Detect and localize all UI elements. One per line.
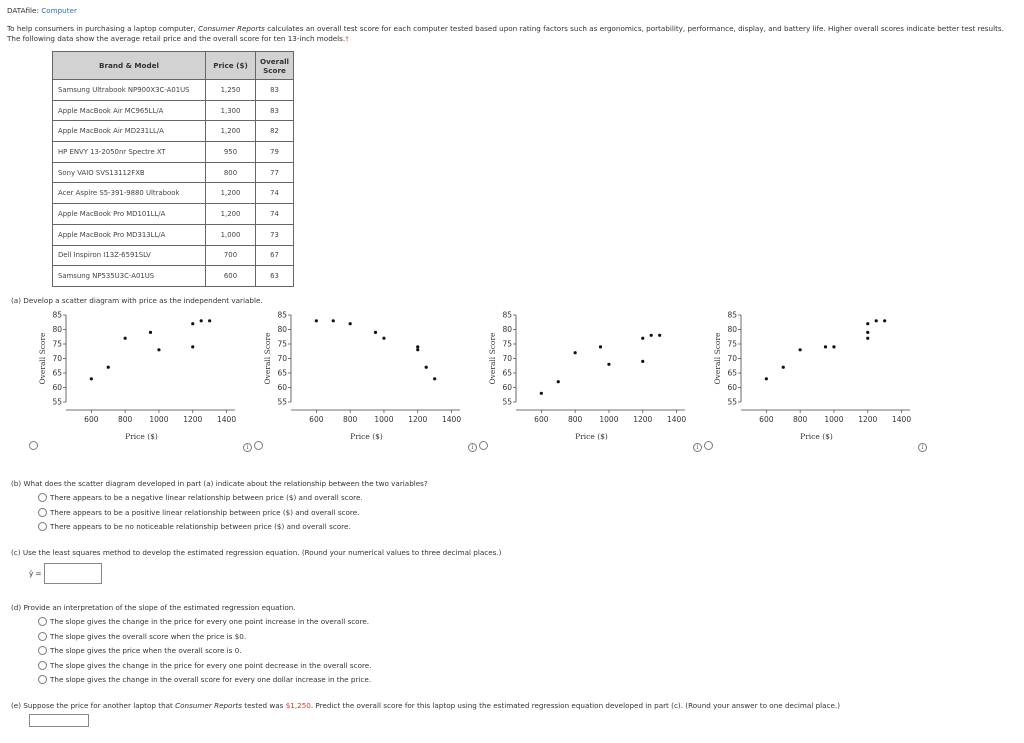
cell-brand: Apple MacBook Pro MD313LL/A: [53, 224, 206, 245]
data-point: [641, 360, 644, 363]
intro-text-2: calculates an overall test score for each computer tested based upon rating factors such as ergonomics, portability, performance, display, and battery life. Higher overall scores indicate better test results. The following data show the average retail price and the overall score for ten 13-inch models.: [7, 24, 1004, 43]
data-point: [557, 380, 560, 383]
x-tick-label: 1400: [217, 415, 237, 424]
data-point: [332, 319, 335, 322]
option-label: The slope gives the change in the overall score for every one dollar increase in the price.: [50, 675, 372, 684]
data-point: [641, 337, 644, 340]
y-tick-label: 80: [52, 325, 62, 334]
y-tick-label: 55: [52, 397, 62, 407]
part-e-source: Consumer Reports: [175, 701, 242, 710]
x-tick-label: 800: [342, 415, 358, 424]
data-point: [191, 345, 194, 348]
y-tick-label: 55: [727, 397, 737, 407]
y-tick-label: 70: [52, 354, 62, 363]
data-point: [315, 319, 318, 322]
y-axis-label: Overall Score: [488, 332, 497, 385]
scatter-chart-2: [250, 311, 465, 451]
y-tick-label: 85: [727, 311, 737, 320]
y-tick-label: 60: [727, 383, 737, 392]
header-score-line1: Overall: [260, 56, 289, 66]
chart-3-radio-button[interactable]: [479, 441, 488, 450]
y-tick-label: 70: [277, 354, 287, 363]
chart-2-radio-button[interactable]: [254, 441, 263, 450]
radio-button[interactable]: [38, 632, 47, 641]
cell-price: 950: [206, 142, 256, 163]
x-tick-label: 1400: [442, 415, 462, 424]
y-tick-label: 60: [52, 383, 62, 392]
y-axis-label: Overall Score: [38, 332, 47, 385]
y-axis-label: Overall Score: [263, 332, 272, 385]
y-tick-label: 60: [277, 383, 287, 392]
header-score-line2: Score: [263, 65, 286, 75]
cell-brand: Apple MacBook Air MD231LL/A: [53, 121, 206, 142]
part-d-prompt: (d) Provide an interpretation of the slope of the estimated regression equation.: [11, 603, 296, 612]
data-point: [157, 348, 160, 351]
part-a-prompt: (a) Develop a scatter diagram with price as the independent variable.: [11, 296, 263, 305]
chart-3-info-icon[interactable]: i: [693, 443, 702, 452]
x-tick-label: 1000: [824, 415, 844, 424]
part-e-prompt: [11, 701, 840, 711]
scatter-plot-svg: [250, 311, 465, 451]
data-point: [416, 348, 419, 351]
option-label: The slope gives the price when the overall score is 0.: [50, 646, 242, 655]
option-label: The slope gives the change in the price for every one point decrease in the overall score.: [50, 661, 372, 670]
x-tick-label: 800: [117, 415, 133, 424]
table-row: [53, 80, 294, 101]
problem-intro: [7, 24, 1012, 44]
y-tick-label: 65: [52, 368, 62, 378]
data-point: [607, 363, 610, 366]
cell-price: 1,300: [206, 100, 256, 121]
y-tick-label: 85: [502, 311, 512, 320]
y-tick-label: 80: [277, 325, 287, 334]
radio-button[interactable]: [38, 646, 47, 655]
cell-score: 73: [256, 224, 294, 245]
x-tick-label: 1200: [633, 415, 653, 424]
cell-score: 67: [256, 245, 294, 266]
data-point: [200, 319, 203, 322]
x-tick-label: 800: [567, 415, 583, 424]
y-tick-label: 85: [52, 311, 62, 320]
cell-brand: Samsung NP535U3C-A01US: [53, 266, 206, 287]
table-row: [53, 142, 294, 163]
radio-button[interactable]: [38, 522, 47, 531]
cell-price: 600: [206, 266, 256, 287]
cell-score: 83: [256, 100, 294, 121]
datafile-label: DATAfile:: [7, 6, 39, 15]
part-b-prompt: (b) What does the scatter diagram developed in part (a) indicate about the relationship between the two variables?: [11, 479, 428, 488]
x-axis-label: Price ($): [125, 432, 158, 441]
x-tick-label: 600: [309, 415, 324, 424]
cell-brand: Apple MacBook Pro MD101LL/A: [53, 204, 206, 225]
scatter-chart-4: [700, 311, 915, 451]
table-row: [53, 121, 294, 142]
data-point: [416, 345, 419, 348]
cell-price: 700: [206, 245, 256, 266]
scatter-plot-svg: [25, 311, 240, 451]
table-row: [53, 162, 294, 183]
data-point: [107, 366, 110, 369]
option-label: There appears to be no noticeable relationship between price ($) and overall score.: [50, 522, 351, 531]
data-point: [540, 392, 543, 395]
y-tick-label: 75: [727, 339, 737, 349]
part-e-text-3: . Predict the overall score for this laptop using the estimated regression equation developed in part (c). (Round your answer to one decimal place.): [310, 701, 841, 710]
footnote-dagger[interactable]: †: [345, 34, 349, 43]
header-brand: Brand & Model: [53, 52, 206, 80]
cell-score: 74: [256, 183, 294, 204]
data-point: [382, 337, 385, 340]
data-point: [875, 319, 878, 322]
scatter-chart-3: [475, 311, 690, 451]
cell-price: 1,250: [206, 80, 256, 101]
cell-brand: Sony VAIO SVS13112FXB: [53, 162, 206, 183]
cell-score: 74: [256, 204, 294, 225]
x-tick-label: 1000: [374, 415, 394, 424]
y-tick-label: 75: [52, 339, 62, 349]
intro-text-1: To help consumers in purchasing a laptop computer,: [7, 24, 196, 33]
part-e-text-2: tested was: [244, 701, 284, 710]
option-label: There appears to be a positive linear relationship between price ($) and overall score.: [50, 508, 360, 517]
data-point: [599, 345, 602, 348]
part-e-price: $1,250: [285, 701, 311, 710]
data-point: [574, 351, 577, 354]
data-point: [866, 337, 869, 340]
data-point: [191, 322, 194, 325]
data-point: [782, 366, 785, 369]
data-point: [349, 322, 352, 325]
y-tick-label: 70: [502, 354, 512, 363]
data-point: [124, 337, 127, 340]
y-axis-label: Overall Score: [713, 332, 722, 385]
data-point: [433, 377, 436, 380]
x-tick-label: 800: [792, 415, 808, 424]
y-tick-label: 70: [727, 354, 737, 363]
x-tick-label: 1000: [599, 415, 619, 424]
cell-price: 1,200: [206, 183, 256, 204]
radio-button[interactable]: [38, 493, 47, 502]
table-row: [53, 183, 294, 204]
y-tick-label: 65: [277, 368, 287, 378]
laptop-data-table: [52, 51, 294, 287]
table-row: [53, 100, 294, 121]
radio-button[interactable]: [38, 675, 47, 684]
radio-button[interactable]: [38, 617, 47, 626]
cell-brand: Acer Aspire S5-391-9880 Ultrabook: [53, 183, 206, 204]
data-point: [883, 319, 886, 322]
header-price: Price ($): [206, 52, 256, 80]
table-row: [53, 245, 294, 266]
cell-price: 1,200: [206, 121, 256, 142]
header-score: [256, 52, 294, 80]
table-header-row: [53, 52, 294, 80]
cell-brand: Samsung Ultrabook NP900X3C-A01US: [53, 80, 206, 101]
x-tick-label: 1200: [408, 415, 428, 424]
table-row: [53, 224, 294, 245]
data-point: [149, 331, 152, 334]
datafile-link[interactable]: Computer: [41, 6, 77, 15]
x-axis-label: Price ($): [350, 432, 383, 441]
x-axis-label: Price ($): [575, 432, 608, 441]
data-point: [425, 366, 428, 369]
x-axis-label: Price ($): [800, 432, 833, 441]
chart-1-info-icon[interactable]: i: [243, 443, 252, 452]
datafile-header: [7, 6, 77, 15]
cell-score: 77: [256, 162, 294, 183]
y-tick-label: 55: [502, 397, 512, 407]
data-point: [658, 334, 661, 337]
scatter-chart-1: [25, 311, 240, 451]
data-point: [824, 345, 827, 348]
data-point: [650, 334, 653, 337]
data-point: [799, 348, 802, 351]
scatter-plot-svg: [700, 311, 915, 451]
cell-score: 79: [256, 142, 294, 163]
x-tick-label: 1000: [149, 415, 169, 424]
y-tick-label: 85: [277, 311, 287, 320]
option-label: The slope gives the overall score when the price is $0.: [50, 632, 247, 641]
y-tick-label: 55: [277, 397, 287, 407]
part-e-text-1: (e) Suppose the price for another laptop that: [11, 701, 173, 710]
data-point: [866, 322, 869, 325]
part-c-prompt: (c) Use the least squares method to develop the estimated regression equation. (Round your numerical values to three decimal places.): [11, 548, 502, 557]
table-row: [53, 204, 294, 225]
radio-button[interactable]: [38, 508, 47, 517]
x-tick-label: 1400: [892, 415, 912, 424]
data-point: [866, 331, 869, 334]
cell-brand: HP ENVY 13-2050nr Spectre XT: [53, 142, 206, 163]
y-tick-label: 80: [502, 325, 512, 334]
radio-button[interactable]: [38, 661, 47, 670]
table-row: [53, 266, 294, 287]
data-point: [90, 377, 93, 380]
y-tick-label: 65: [502, 368, 512, 378]
y-tick-label: 75: [502, 339, 512, 349]
cell-brand: Apple MacBook Air MC965LL/A: [53, 100, 206, 121]
cell-score: 63: [256, 266, 294, 287]
y-tick-label: 75: [277, 339, 287, 349]
chart-4-info-icon[interactable]: i: [918, 443, 927, 452]
cell-price: 800: [206, 162, 256, 183]
regression-equation-input[interactable]: [44, 563, 102, 584]
x-tick-label: 1200: [858, 415, 878, 424]
option-label: There appears to be a negative linear relationship between price ($) and overall score.: [50, 493, 363, 502]
data-point: [832, 345, 835, 348]
y-tick-label: 80: [727, 325, 737, 334]
chart-2-info-icon[interactable]: i: [468, 443, 477, 452]
y-tick-label: 60: [502, 383, 512, 392]
cell-brand: Dell Inspiron I13Z-6591SLV: [53, 245, 206, 266]
x-tick-label: 1200: [183, 415, 203, 424]
cell-price: 1,200: [206, 204, 256, 225]
chart-1-radio-button[interactable]: [29, 441, 38, 450]
yhat-label: ŷ =: [29, 569, 42, 578]
data-point: [208, 319, 211, 322]
data-point: [374, 331, 377, 334]
data-point: [765, 377, 768, 380]
y-tick-label: 65: [727, 368, 737, 378]
x-tick-label: 600: [84, 415, 99, 424]
cell-score: 83: [256, 80, 294, 101]
option-label: The slope gives the change in the price for every one point increase in the overall score.: [50, 617, 370, 626]
cell-price: 1,000: [206, 224, 256, 245]
scatter-plot-svg: [475, 311, 690, 451]
x-tick-label: 600: [534, 415, 549, 424]
x-tick-label: 600: [759, 415, 774, 424]
intro-source: Consumer Reports: [198, 24, 265, 33]
cell-score: 82: [256, 121, 294, 142]
predicted-score-input[interactable]: [29, 714, 89, 727]
x-tick-label: 1400: [667, 415, 687, 424]
chart-4-radio-button[interactable]: [704, 441, 713, 450]
